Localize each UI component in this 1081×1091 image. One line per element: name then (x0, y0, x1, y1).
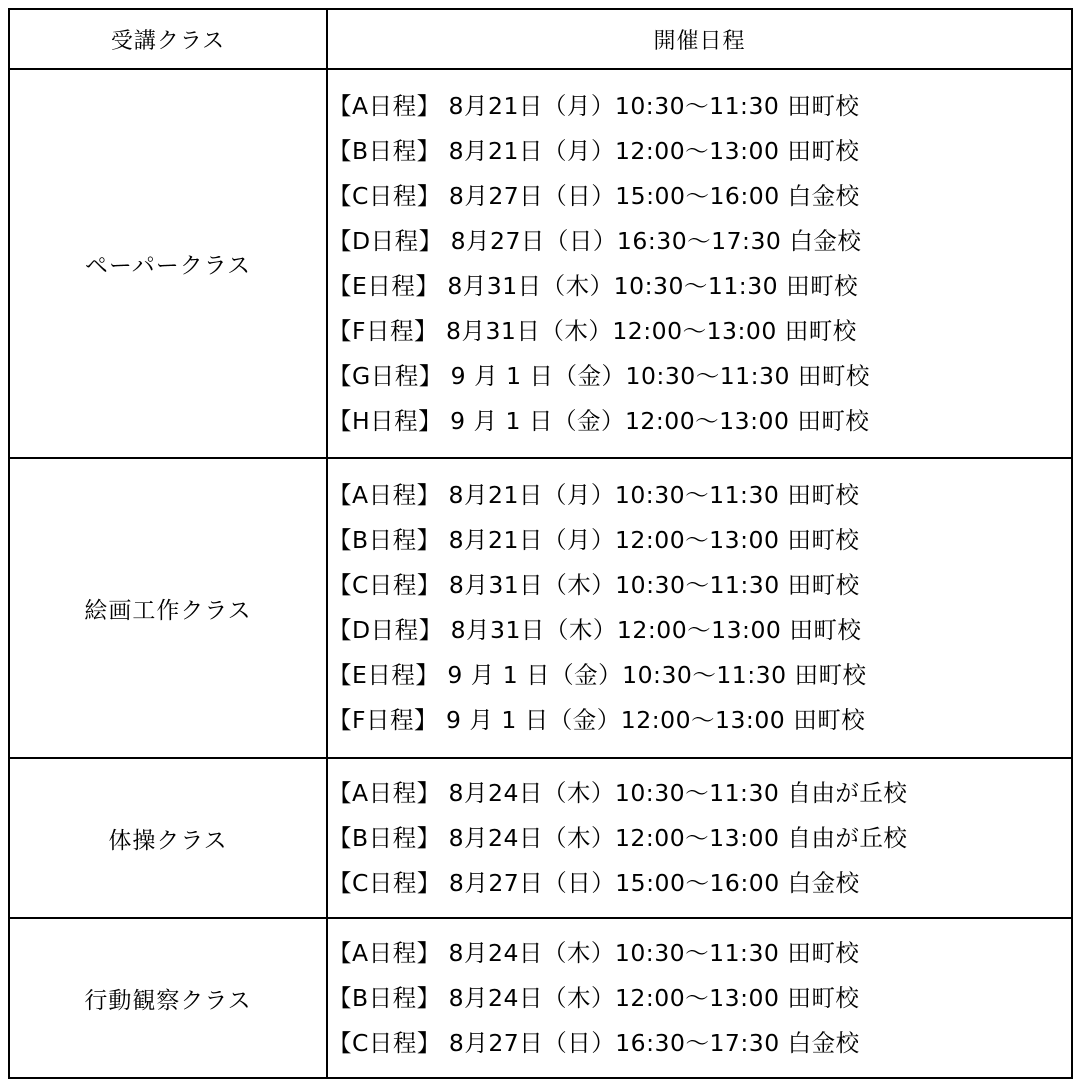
schedule-line: 【C日程】 8月27日（日）16:30～17:30 白金校 (328, 1028, 860, 1057)
schedule-line: 【C日程】 8月27日（日）15:00～16:00 白金校 (328, 868, 860, 897)
class-name-cell: 体操クラス (9, 758, 327, 918)
class-name-cell: 行動観察クラス (9, 918, 327, 1078)
schedule-line: 【D日程】 8月27日（日）16:30～17:30 白金校 (328, 226, 862, 255)
header-class-column: 受講クラス (9, 9, 327, 69)
schedule-line: 【A日程】 8月21日（月）10:30～11:30 田町校 (328, 91, 860, 120)
schedule-cell (327, 918, 1072, 1078)
schedule-line: 【E日程】 9 月 1 日（金）10:30～11:30 田町校 (328, 661, 867, 689)
schedule-line: 【A日程】 8月24日（木）10:30～11:30 田町校 (328, 938, 860, 967)
schedule-cell (327, 69, 1072, 458)
schedule-line: 【G日程】 9 月 1 日（金）10:30～11:30 田町校 (328, 361, 870, 390)
table-row (9, 758, 1072, 918)
schedule-cell (327, 458, 1072, 758)
schedule-line: 【B日程】 8月21日（月）12:00～13:00 田町校 (328, 526, 860, 554)
schedule-line: 【C日程】 8月31日（木）10:30～11:30 田町校 (328, 571, 860, 599)
table-row (9, 458, 1072, 758)
schedule-line: 【B日程】 8月24日（木）12:00～13:00 自由が丘校 (328, 823, 908, 852)
schedule-line: 【B日程】 8月24日（木）12:00～13:00 田町校 (328, 983, 860, 1012)
schedule-table (8, 8, 1073, 1079)
schedule-line: 【C日程】 8月27日（日）15:00～16:00 白金校 (328, 181, 860, 210)
table-row (9, 918, 1072, 1078)
schedule-line: 【H日程】 9 月 1 日（金）12:00～13:00 田町校 (328, 406, 870, 435)
class-name-cell: 絵画工作クラス (9, 458, 327, 758)
header-schedule-column: 開催日程 (327, 9, 1072, 69)
schedule-line: 【E日程】 8月31日（木）10:30～11:30 田町校 (328, 271, 859, 300)
schedule-line: 【A日程】 8月21日（月）10:30～11:30 田町校 (328, 481, 860, 509)
schedule-line: 【B日程】 8月21日（月）12:00～13:00 田町校 (328, 136, 860, 165)
schedule-cell (327, 758, 1072, 918)
schedule-line: 【A日程】 8月24日（木）10:30～11:30 自由が丘校 (328, 778, 908, 807)
class-name-cell: ペーパークラス (9, 69, 327, 458)
schedule-line: 【F日程】 8月31日（木）12:00～13:00 田町校 (328, 316, 857, 345)
schedule-line: 【F日程】 9 月 1 日（金）12:00～13:00 田町校 (328, 706, 866, 734)
schedule-line: 【D日程】 8月31日（木）12:00～13:00 田町校 (328, 616, 862, 644)
table-row (9, 69, 1072, 458)
header-row (9, 9, 1072, 69)
